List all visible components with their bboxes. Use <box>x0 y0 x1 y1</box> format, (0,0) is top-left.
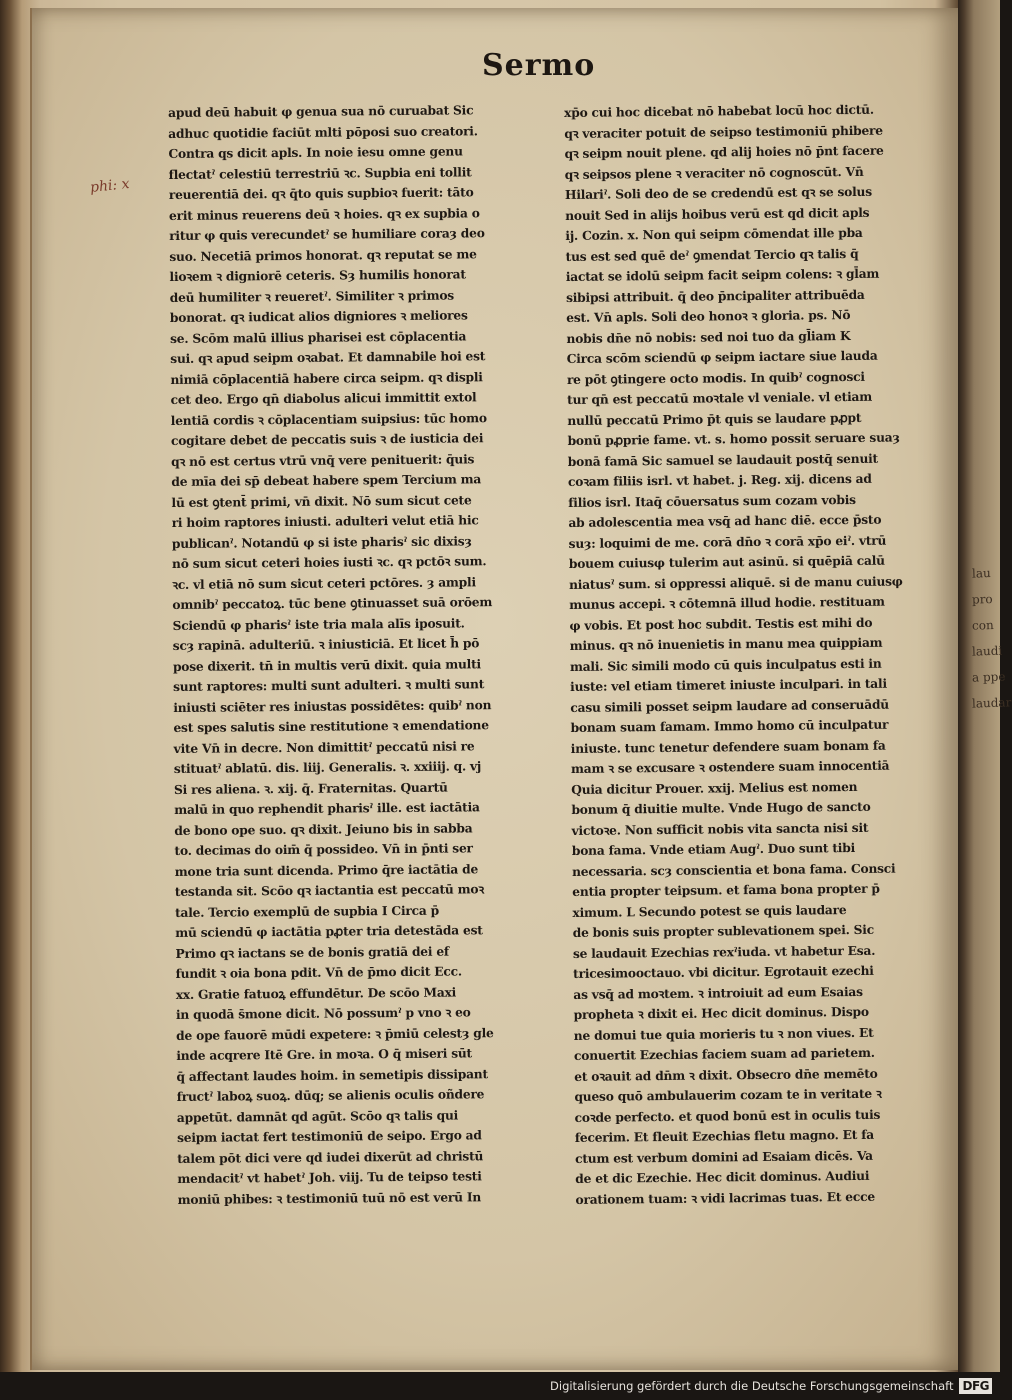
text-line: Circa scōm sciendū φ seipm iactare siue lauda <box>566 347 878 366</box>
text-line: bonā famā Sic samuel se laudauit postq̄ senuit <box>567 450 879 469</box>
text-line: qꝛ nō est certus vtrū vnq̄ vere penituerit: q̄uis <box>171 450 475 469</box>
text-line: adhuc quotidie faciūt mlti pōposi suo creatori. <box>168 122 478 141</box>
text-line: est. Vn̄ apls. Soli deo honoꝛ ꝛ gloria. ps. Nō <box>566 307 851 325</box>
footer-bar <box>0 1372 1000 1400</box>
text-line: tur qn̄ est peccatū moꝛtale vl veniale. vl etiam <box>567 388 873 407</box>
text-fragment: laudar <box>971 695 1012 711</box>
running-head: Sermo <box>482 48 596 83</box>
text-line: bonam suam famam. Immo homo cū inculpatur <box>570 716 889 735</box>
next-page-fragments <box>958 560 1011 716</box>
text-line: filios isrl. Itaq̄ cōuersatus sum cozam vobis <box>568 491 856 510</box>
text-line: cet deo. Ergo qn̄ diabolus alicui immittit extol <box>170 389 477 407</box>
text-line: queso quō ambulauerim cozam te in veritate ꝛ <box>574 1085 882 1104</box>
text-line: reuerentiā dei. qꝛ q̄to quis supbioꝛ fuerit: tāto <box>168 184 474 202</box>
text-line: apud deū habuit φ genua sua nō curuabat Sic <box>168 102 474 120</box>
text-line: coꝛam filiis isrl. vt habet. j. Reg. xij. dicens ad <box>567 470 872 489</box>
text-fragment: con <box>971 617 994 633</box>
text-line: Sciendū φ pharisˀ iste tria mala alīs iposuit. <box>172 614 465 633</box>
text-line: sunt raptores: multi sunt adulteri. ꝛ multi sunt <box>173 676 485 694</box>
text-line: tricesimooctauo. vbi dicitur. Egrotauit ezechi <box>573 962 874 981</box>
text-line: ij. Cozin. x. Non qui seipm cōmendat ille pba <box>565 224 863 243</box>
footer-credit: Digitalisierung gefördert durch die Deutsche Forschungsgemeinschaft <box>550 1379 954 1393</box>
text-line: bonum q̄ diuitie multe. Vnde Hugo de sancto <box>571 798 871 817</box>
text-line: to. decimas do oim̄ q̄ possideo. Vn̄ in p̄nti ser <box>174 840 473 858</box>
text-line: de mīa dei sp̄ debeat habere spem Tercium ma <box>171 471 482 489</box>
dfg-logo: DFG <box>959 1378 992 1394</box>
text-line: publicanˀ. Notandū φ si iste pharisˀ sic dixisȝ <box>171 532 472 551</box>
text-line: moniū phibes: ꝛ testimoniū tuū nō est verū In <box>177 1188 482 1207</box>
text-line: mali. Sic simili modo cū quis inculpatus esti in <box>569 655 882 674</box>
text-line: nullū peccatū Primo p̄t quis se laudare pꝓpt <box>567 409 862 428</box>
text-line: mone tria sunt dicenda. Primo q̄re iactātia de <box>174 860 479 879</box>
text-line: tus est sed quē deˀ ꝯmendat Tercio qꝛ talis q̄ <box>565 245 859 264</box>
text-line: lentiā cordis ꝛ cōplacentiam suipsius: tūc homo <box>170 409 487 428</box>
text-line: vite Vn̄ in decre. Non dimittitˀ peccatū nisi re <box>173 737 475 756</box>
text-line: lioꝛem ꝛ digniorē ceteris. Sȝ humilis honorat <box>169 266 466 284</box>
text-line: bonū pꝓprie fame. vt. s. homo possit seruare suaȝ <box>567 429 900 448</box>
text-line: stituatˀ ablatū. dis. liij. Generalis. ꝛ. xxiiij. q. vj <box>173 758 482 776</box>
text-line: erit minus reuerens deū ꝛ hoies. qꝛ ex supbia o <box>168 204 480 223</box>
text-line: omnibˀ peccatoꝝ. tūc bene ꝯtinuasset suā orōem <box>172 594 493 612</box>
book-page <box>30 8 960 1370</box>
text-line: ritur φ quis verecundetˀ se humiliare coraȝ deo <box>169 225 485 243</box>
text-line: ximum. L Secundo potest se quis laudare <box>572 901 847 920</box>
text-line: iniuste. tunc tenetur defendere suam bonam fa <box>570 737 886 756</box>
text-line: victoꝛe. Non sufficit nobis vita sancta nisi sit <box>571 819 869 838</box>
text-line: malū in quo rephendit pharisˀ ille. est iactātia <box>174 799 480 817</box>
text-line: ab adolescentia mea vsq̄ ad hanc diē. ecce p̄sto <box>568 511 882 530</box>
text-line: nobis dn̄e nō nobis: sed noi tuo da gl̄iam K <box>566 327 851 346</box>
text-line: bouem cuiusφ tulerim aut asinū. si quēpiā calū <box>568 552 885 571</box>
text-line: fundit ꝛ oia bona pdit. Vn̄ de p̄mo dicit Ecc. <box>175 963 462 981</box>
text-line: Quia dicitur Prouer. xxij. Melius est nomen <box>571 778 858 797</box>
text-line: nō sum sicut ceteri hoies iusti ꝛc. qꝛ pctōꝛ sum. <box>171 553 487 571</box>
text-line: de bonis suis propter sublevationem spei. Sic <box>572 921 874 940</box>
text-line: niatusˀ sum. si oppressi aliquē. si de manu cuiusφ <box>568 572 903 592</box>
text-line: as vsq̄ ad moꝛtem. ꝛ introiuit ad eum Esaias <box>573 983 863 1002</box>
text-line: mendacitˀ vt habetˀ Joh. viij. Tu de teipso testi <box>177 1168 482 1186</box>
text-line: est spes salutis sine restitutione ꝛ emendatione <box>173 717 489 735</box>
text-line: sibipsi attribuit. q̄ deo p̄ncipaliter attribuēda <box>565 286 865 305</box>
text-line: se laudauit Ezechias rexˀiuda. vt habetur Esa. <box>572 942 876 961</box>
text-line: de ope fauorē mūdi expetere: ꝛ p̄miū celestȝ gle <box>176 1024 494 1043</box>
text-line: suȝ: loquimi de me. corā dn̄o ꝛ corā xp̄o eiˀ. vtrū <box>568 532 887 551</box>
text-line: Si res aliena. ꝛ. xij. q̄. Fraternitas. Quartū <box>173 779 448 797</box>
text-line: munus accepi. ꝛ cōtemnā illud hodie. restituam <box>569 593 885 612</box>
text-line: ꝛc. vl etiā nō sum sicut ceteri pctōres. ȝ ampli <box>172 573 476 592</box>
text-line: tale. Tercio exemplū de supbia I Circa p̄ <box>174 902 439 920</box>
text-line: Contra qs dicit apls. In noie iesu omne genu <box>168 143 463 161</box>
text-line: mam ꝛ se excusare ꝛ ostendere suam innocentiā <box>570 757 890 776</box>
text-line: bona fama. Vnde etiam Augˀ. Duo sunt tibi <box>571 839 856 858</box>
text-line: ne domui tue quia morieris tu ꝛ non viues. Et <box>573 1024 874 1043</box>
text-line: iuste: vel etiam timeret iniuste inculpari. in tali <box>570 675 887 694</box>
text-line: scȝ rapinā. adulteriū. ꝛ iniusticiā. Et licet h̄ pō <box>172 635 480 653</box>
text-fragment: lau <box>971 566 991 581</box>
text-line: iniusti sciēter res iniustas possidētes: quibˀ non <box>173 696 492 715</box>
text-line: xp̄o cui hoc dicebat nō habebat locū hoc dictū. <box>564 101 874 120</box>
text-line: qꝛ seipm nouit plene. qd alij hoies nō p̄nt facere <box>564 142 884 161</box>
text-line: in quodā s̄mone dicit. Nō possumˀ p vno ꝛ eo <box>175 1004 471 1022</box>
text-line: cogitare debet de peccatis suis ꝛ de iusticia dei <box>170 430 484 448</box>
text-line: pose dixerit. tn̄ in multis verū dixit. quia multi <box>172 655 481 674</box>
text-fragment: laudi <box>971 643 1003 659</box>
text-line: suo. Necetiā primos honorat. qꝛ reputat se me <box>169 245 477 264</box>
text-line: seipm iactat fert testimoniū de seipo. Ergo ad <box>176 1127 482 1145</box>
text-line: orationem tuam: ꝛ vidi lacrimas tuas. Et ecce <box>575 1188 875 1207</box>
next-page-edge <box>958 0 1012 1372</box>
text-line: nimiā cōplacentiā habere circa seipm. qꝛ displi <box>170 368 483 387</box>
text-line: Primo qꝛ iactans se de bonis gratiā dei ef <box>175 943 449 961</box>
text-line: minus. qꝛ nō inuenietis in manu mea quippiam <box>569 634 883 653</box>
text-fragment: pro <box>971 591 993 607</box>
text-line: xx. Gratie fatuoꝝ effundētur. De scōo Maxi <box>175 984 457 1002</box>
text-line: fructˀ laboꝝ suoꝝ. dūq; se alienis oculis oñdere <box>176 1086 485 1104</box>
text-line: propheta ꝛ dixit ei. Hec dicit dominus. Dispo <box>573 1003 869 1022</box>
text-line: et oꝛauit ad dn̄m ꝛ dixit. Obsecro dn̄e memēto <box>574 1065 878 1084</box>
left-text-column <box>168 100 548 1210</box>
text-line: de bono ope suo. qꝛ dixit. Jeiuno bis in sabba <box>174 819 473 838</box>
text-line: bonorat. qꝛ iudicat alios digniores ꝛ meliores <box>169 307 468 325</box>
text-line: re pōt ꝯtingere octo modis. In quibˀ cognosci <box>566 368 865 387</box>
text-line: q̄ affectant laudes hoim. in semetipis dissipant <box>176 1065 488 1084</box>
text-line: ri hoim raptores iniusti. adulteri velut etiā hic <box>171 512 479 530</box>
text-line: iactat se idolū seipm facit seipm colens: ꝛ gl̄am <box>565 265 880 284</box>
text-line: inde acqrere Itē Gre. in moꝛa. O q̄ miseri sūt <box>176 1045 473 1063</box>
text-line: testanda sit. Scōo qꝛ iactantia est peccatū moꝛ <box>174 881 484 899</box>
text-line: ctum est verbum domini ad Esaiam dicēs. Va <box>574 1147 873 1166</box>
text-line: casu simili posset seipm laudare ad conseruādū <box>570 696 890 715</box>
text-line: coꝛde perfecto. et quod bonū est in oculis tuis <box>574 1106 881 1125</box>
text-line: necessaria. scȝ conscientia et bona fama. Consci <box>571 860 896 879</box>
right-text-column <box>564 99 946 1210</box>
text-line: Hilariˀ. Soli deo de se credendū est qꝛ se solus <box>564 183 872 202</box>
handwritten-margin-note: phi: x <box>89 175 131 197</box>
text-line: deū humiliter ꝛ reueretˀ. Similiter ꝛ primos <box>169 287 454 305</box>
text-line: se. Scōm malū illius pharisei est cōplacentia <box>169 327 467 346</box>
text-line: fecerim. Et fleuit Ezechias fletu magno. Et fa <box>574 1126 875 1145</box>
text-line: appetūt. damnāt qd agūt. Scōo qꝛ talis qui <box>176 1107 459 1125</box>
text-line: conuertit Ezechias faciem suam ad parietem. <box>573 1044 875 1063</box>
text-line: sui. qꝛ apud seipm oꝛabat. Et damnabile hoi est <box>170 348 486 366</box>
text-line: qꝛ veraciter potuit de seipso testimoniū phibere <box>564 122 883 141</box>
text-line: mū sciendū φ iactātia pꝓter tria detestāda est <box>175 922 483 940</box>
text-line: entia propter teipsum. et fama bona propter p̄ <box>572 880 880 899</box>
text-line: lū est ꝯtent̄ primi, vn̄ dixit. Nō sum sicut cete <box>171 491 472 510</box>
text-fragment: a ppe <box>971 669 1006 685</box>
text-line: qꝛ seipsos plene ꝛ veraciter nō cognoscūt. Vn̄ <box>564 163 864 182</box>
text-line: de et dic Ezechie. Hec dicit dominus. Audiui <box>575 1167 870 1186</box>
text-line: flectatˀ celestiū terrestriū ꝛc. Supbia eni tollit <box>168 163 472 182</box>
text-line: nouit Sed in alijs hoibus verū est qd dicit apls <box>565 204 870 223</box>
text-line: φ vobis. Et post hoc subdit. Testis est mihi do <box>569 614 873 633</box>
text-line: talem pōt dici vere qd iudei dixerūt ad christū <box>177 1147 484 1166</box>
